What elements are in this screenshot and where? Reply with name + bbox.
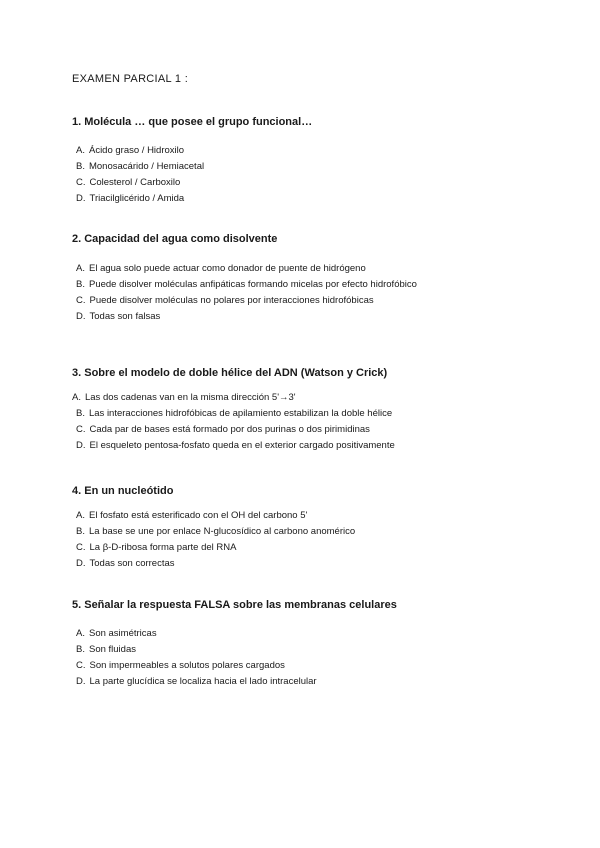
option-text: La base se une por enlace N-glucosídico al carbono anomérico (88, 526, 356, 537)
option-letter: A. (72, 392, 81, 403)
option-text: Triacilglicérido / Amida (89, 193, 185, 204)
option-letter: B. (76, 644, 85, 655)
option-text: Puede disolver moléculas anfipáticas formando micelas por efecto hidrofóbico (88, 279, 417, 290)
option-letter: A. (76, 510, 85, 521)
question-2-option-b (76, 279, 417, 290)
option-text: Puede disolver moléculas no polares por interacciones hidrofóbicas (89, 295, 374, 306)
question-1-option-c (76, 177, 180, 188)
question-4-heading: 4. En un nucleótido (72, 485, 174, 497)
option-text: Son impermeables a solutos polares cargados (89, 660, 285, 671)
question-3-option-c (76, 424, 370, 435)
option-letter: B. (76, 526, 85, 537)
question-4-option-a (76, 510, 307, 521)
option-text: Colesterol / Carboxilo (89, 177, 181, 188)
option-letter: B. (76, 408, 85, 419)
exam-title: EXAMEN PARCIAL 1 : (72, 73, 189, 85)
option-text: La β-D-ribosa forma parte del RNA (89, 542, 237, 553)
option-text: El esqueleto pentosa-fosfato queda en el exterior cargado positivamente (89, 440, 395, 451)
option-text: Ácido graso / Hidroxilo (88, 145, 185, 156)
option-text: Todas son falsas (89, 311, 161, 322)
option-letter: C. (76, 660, 86, 671)
option-text: Cada par de bases está formado por dos purinas o dos pirimidinas (89, 424, 370, 435)
option-letter: D. (76, 193, 86, 204)
option-letter: B. (76, 279, 85, 290)
option-text: La parte glucídica se localiza hacia el lado intracelular (89, 676, 317, 687)
option-letter: C. (76, 295, 86, 306)
option-text: Todas son correctas (89, 558, 175, 569)
question-1-option-d (76, 193, 184, 204)
question-4-option-c (76, 542, 236, 553)
option-letter: C. (76, 542, 86, 553)
option-text: Monosacárido / Hemiacetal (88, 161, 205, 172)
option-letter: C. (76, 177, 86, 188)
option-letter: D. (76, 558, 86, 569)
option-letter: B. (76, 161, 85, 172)
option-letter: C. (76, 424, 86, 435)
question-5-option-a (76, 628, 157, 639)
question-4-option-d (76, 558, 175, 569)
option-text: Las dos cadenas van en la misma dirección 5'→3' (84, 392, 296, 403)
option-text: El agua solo puede actuar como donador de puente de hidrógeno (88, 263, 366, 274)
question-5-option-d (76, 676, 317, 687)
question-5-option-c (76, 660, 285, 671)
question-3-option-b (76, 408, 392, 419)
question-3-heading: 3. Sobre el modelo de doble hélice del ADN (Watson y Crick) (72, 367, 388, 379)
question-2-heading: 2. Capacidad del agua como disolvente (72, 233, 278, 245)
question-1-option-b (76, 161, 204, 172)
question-4-option-b (76, 526, 355, 537)
question-3-option-d (76, 440, 395, 451)
option-letter: A. (76, 145, 85, 156)
option-letter: D. (76, 440, 86, 451)
option-text: Las interacciones hidrofóbicas de apilamiento estabilizan la doble hélice (88, 408, 393, 419)
question-2-option-c (76, 295, 374, 306)
option-text: Son asimétricas (88, 628, 157, 639)
option-letter: A. (76, 628, 85, 639)
question-3-option-a (72, 392, 296, 403)
question-1-heading: 1. Molécula … que posee el grupo funcional… (72, 116, 313, 128)
question-2-option-a (76, 263, 366, 274)
option-letter: D. (76, 676, 86, 687)
option-text: Son fluidas (88, 644, 136, 655)
question-5-heading: 5. Señalar la respuesta FALSA sobre las membranas celulares (72, 599, 397, 611)
option-letter: A. (76, 263, 85, 274)
question-2-option-d (76, 311, 160, 322)
question-1-option-a (76, 145, 184, 156)
option-letter: D. (76, 311, 86, 322)
option-text: El fosfato está esterificado con el OH del carbono 5' (88, 510, 308, 521)
question-5-option-b (76, 644, 136, 655)
